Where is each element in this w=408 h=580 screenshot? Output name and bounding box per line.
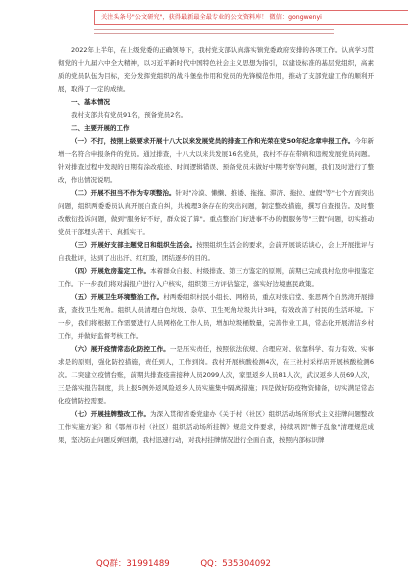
- work-item-7-title: （七）开展挂牌整改工作。: [71, 410, 151, 418]
- intro-paragraph: 2022年上半年，在上级党委的正确领导下，我村党支部认真落实镇党委政府安排的各项工作。认真学习贯彻党的十九届六中全大精神，以习近平新时代中国特色社会主义思想为指引，以建设标准的基层党组织，高素质的党员队伍为目标，充分发挥党组织的战斗堡垒作用和党员的先锋模范作用，推动了支部党建工作的顺利开展，取得了一定的成绩。: [58, 46, 374, 93]
- work-item-3-text: 按照组织生活会的要求，会前开展谈话谈心，会上开展批评与自我批评，达到了出出汗、红红脸，团结逐步的目的。: [58, 241, 375, 262]
- work-item-7-text: 为深入贯彻省委党建办《关于村（社区）组织活动场所形式主义挂牌问题整改工作实施方案》和《鄂州市村（社区）组织活动场所挂牌》规范文件要求，持续巩固"牌子乱象"清理规范成果，坚决防止问题反弹回潮，我村迅速行动，对我村挂牌情况进行全面自查，按照内部标识牌: [58, 410, 375, 444]
- document-body: [58, 44, 374, 447]
- footer-qq: QQ：535304092: [200, 559, 271, 569]
- work-item-2-title: （二）开展不担当不作为专项整治。: [71, 189, 176, 197]
- work-item-5-text: 村两委组织村民小组长、网格员，重点对张启堂、张思两个自然湾开展排查，查找卫生死角。组织人员清理白色垃圾、杂草、卫生死角垃圾共计3吨，有效改善了村民的生活环境。下一步，我们将根据工作需要进行人员网格化工作人员，增加垃圾桶数量，完善作业工具，常态化开展清洁乡村工作，并做好监督考核工作。: [58, 293, 375, 340]
- work-item-2-text: 针对"冷漠、懒懒、推诿、拖拖、滞济、拖拉、虚假"等"七个方面突出问题，组织两委委员认真开展自查自纠，共梳理3条存在的突出问题，制定整改措施，撰写自查报告。及时整改敷衍投诉问题，做到"服务好不好，群众说了算"。重点整治门好进事不办的假服务等"三假"问题，切实推动党员干部埋头苦干、真抓实干。: [58, 189, 375, 236]
- basic-info-paragraph: 我村支部共有党员91名，预备党员2名。: [71, 111, 188, 119]
- footer-contact: [96, 557, 396, 569]
- work-item-1: [58, 135, 374, 187]
- section-heading-work: 二、主要开展的工作: [71, 124, 130, 132]
- work-item-3-title: （三）开展好支部主题党日和组织生活会。: [71, 241, 197, 249]
- work-item-2: [58, 187, 374, 239]
- footer-qq-group: QQ群：31991489: [96, 559, 170, 569]
- work-item-4-text: 本着群众自报、村级排查、第三方鉴定的原则，前期已完成我村危房申报鉴定工作。下一步我们将对漏报户进行入户核实，组织第三方评估鉴定，落实好边境惠民政策。: [58, 267, 375, 288]
- work-item-5: [58, 291, 374, 343]
- work-item-4: [58, 265, 374, 291]
- header-divider: [94, 29, 334, 30]
- work-item-5-title: （五）开展卫生环境整治工作。: [71, 293, 164, 301]
- header-banner: 关注头条号"公文研究"，获得最新最全最专业的公文资料库！ 微信：gongwenyi: [94, 10, 408, 25]
- work-item-7: [58, 408, 374, 447]
- work-item-6-title: （六）展开疫情常态化防控工作。: [71, 345, 170, 353]
- section-heading-basic: 一、基本情况: [71, 98, 110, 106]
- work-item-1-text: 今年新增一名符合申报条件的党员。通过排查，十八大以来共发展16名党员，我村不存在带病和违规发展党员问题。针对排查过程中发现的日期有涂改痕迹、时间逻辑错误、预备党员未做好中期考察等问题，我们及时进行了整改，作出情况说明。: [58, 137, 375, 184]
- work-item-6: [58, 343, 374, 408]
- work-item-6-text: 一是压实责任，按照依法依规、合理应对、依靠科学、有力有效、实事求是的原则，强化防控措施，责任到人，工作到岗。我村开展核酸检测4次，在三社村采样店开展核酸检测6次。二突建立疫情台账，前期共排查疫苗接种人员2099人次，家里返乡人员81人次，武汉返乡人员69人次，三是落实报告制度，共上报5例外返风险返乡人员实施集中隔离措施；四是做好防疫物资储备，切实满足常态化疫情防控需要。: [58, 345, 375, 405]
- work-item-3: [58, 239, 374, 265]
- header-divider-2: [94, 33, 334, 34]
- work-item-1-title: （一）不打，按照上级要求开展十八大以来发展党员的排查工作和光荣在党50年纪念章申报工作。: [71, 137, 355, 145]
- work-item-4-title: （四）开展危房鉴定工作。: [71, 267, 151, 275]
